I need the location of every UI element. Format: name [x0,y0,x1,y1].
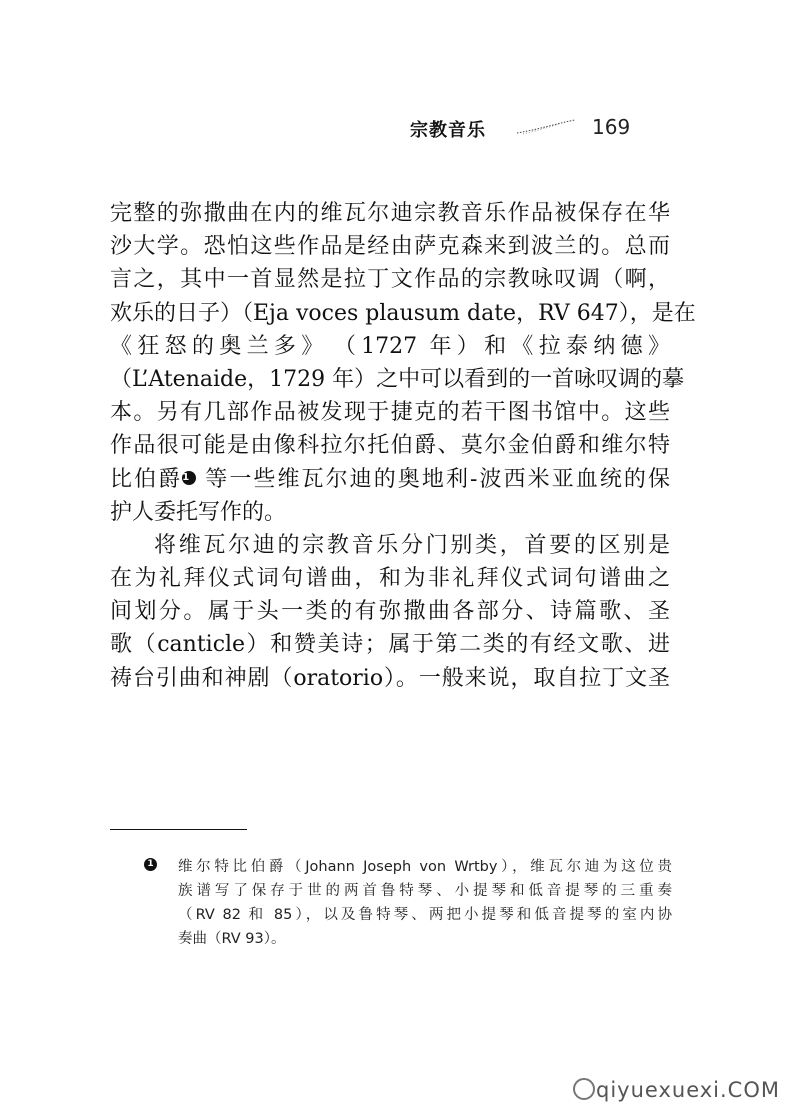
body-line: 欢乐的日子）（Eja voces plausum date，RV 647），是在 [110,300,696,326]
watermark-text: qiyuexuexi.COM [596,1078,780,1102]
footnote-line: （RV 82 和 85），以及鲁特琴、两把小提琴和低音提琴的室内协 [178,907,672,923]
page-number: 169 [592,115,631,139]
body-line-with-note [110,463,670,496]
running-head [0,116,794,144]
footnote-line: 奏曲（RV 93）。 [178,931,286,947]
body-line: 祷台引曲和神剧（oratorio）。一般来说，取自拉丁文圣 [110,665,670,691]
body-line: 《狂怒的奥兰多》 （1727 年）和《拉泰纳德》 [110,333,670,359]
body-text [110,197,696,695]
paragraph-first-line: 将维瓦尔迪的宗教音乐分门别类，首要的区别是 [154,532,670,558]
footnote-line: 维尔特比伯爵（Johann Joseph von Wrtby），维瓦尔迪为这位贵 [178,859,672,875]
body-line: 在为礼拜仪式词句谱曲，和为非礼拜仪式词句谱曲之 [110,566,670,592]
body-line: 歌（canticle）和赞美诗；属于第二类的有经文歌、进 [110,632,670,658]
body-line: 沙大学。恐怕这些作品是经由萨克森来到波兰的。总而 [110,234,670,260]
body-line: 护人委托写作的。 [110,499,287,525]
body-line: （L’Atenaide，1729 年）之中可以看到的一首咏叹调的摹 [110,366,685,392]
site-watermark [573,1078,780,1102]
footnote-line: 族谱写了保存于世的两首鲁特琴、小提琴和低音提琴的三重奏 [178,883,672,899]
running-head-ornament [515,118,577,136]
body-line-part: 等一些维瓦尔迪的奥地利-波西米亚血统的保 [205,466,670,492]
body-line: 间划分。属于头一类的有弥撒曲各部分、诗篇歌、圣 [110,599,670,625]
body-line: 本。另有几部作品被发现于捷克的若干图书馆中。这些 [110,400,670,426]
body-line: 言之，其中一首显然是拉丁文作品的宗教咏叹调（啊， [110,267,670,293]
body-line: 作品很可能是由像科拉尔托伯爵、莫尔金伯爵和维尔特 [110,433,670,459]
footnote-text [178,855,672,951]
footnote-marker: 1 [144,858,157,871]
running-head-title: 宗教音乐 [410,120,486,141]
footnote-reference-marker: 1 [182,471,196,485]
footnote-divider [110,829,247,830]
body-line-part: 比伯爵 [110,466,183,492]
watermark-logo-icon [573,1078,595,1100]
body-line: 完整的弥撒曲在内的维瓦尔迪宗教音乐作品被保存在华 [110,201,670,226]
